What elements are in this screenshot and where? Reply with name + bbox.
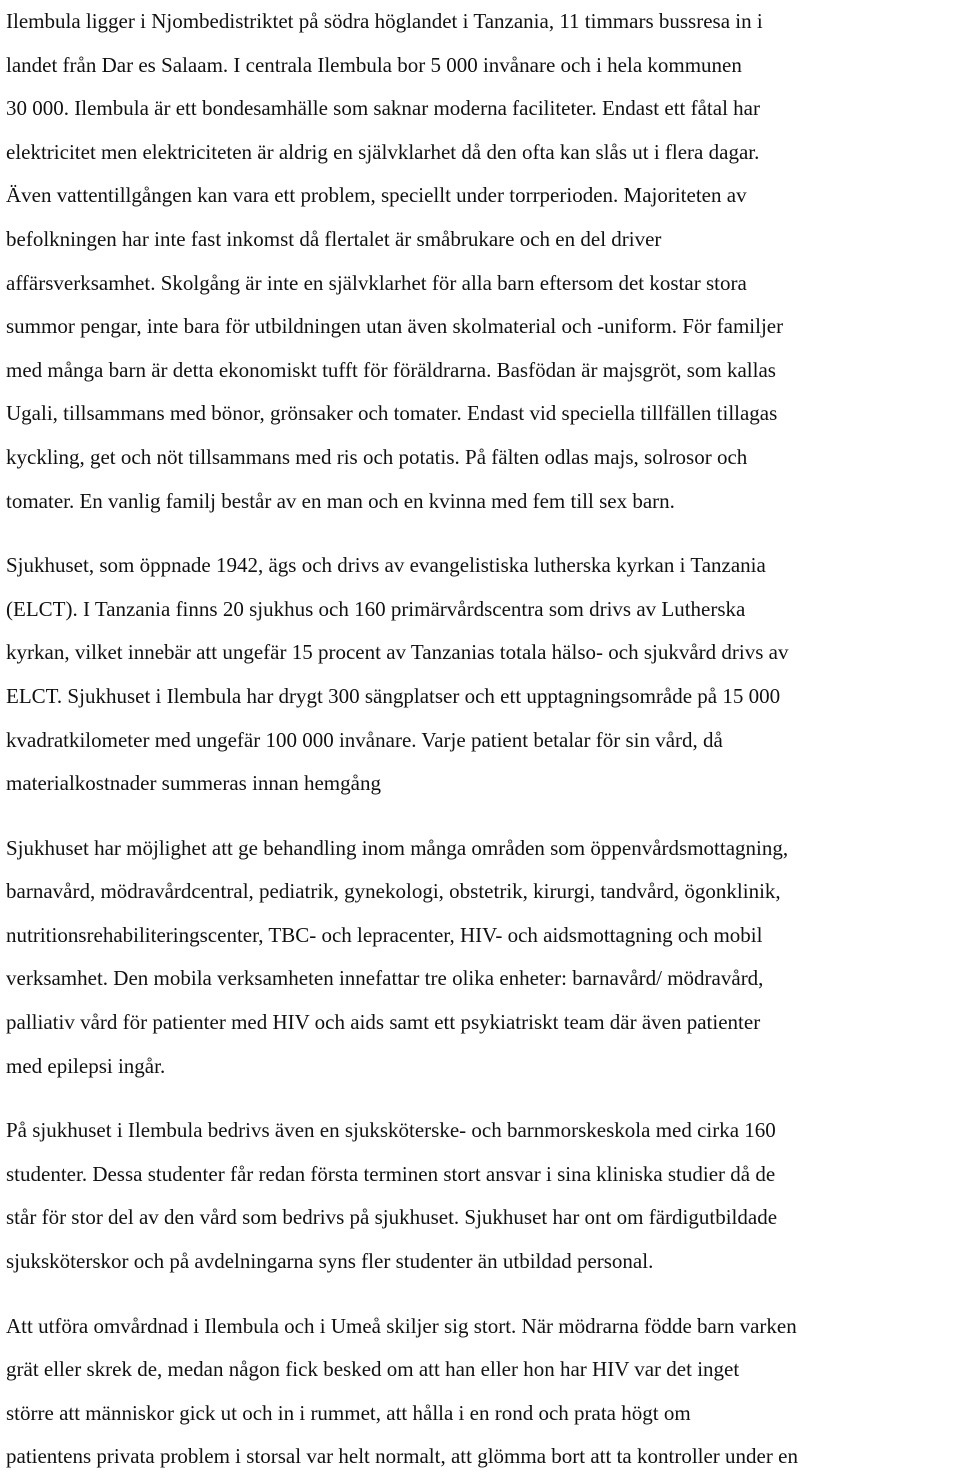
text-line: nutritionsrehabiliteringscenter, TBC- och lepracenter, HIV- och aidsmottagning och mobil bbox=[6, 922, 763, 947]
text-line: står för stor del av den vård som bedrivs på sjukhuset. Sjukhuset har ont om färdigutbildade bbox=[6, 1205, 778, 1230]
text-line: Ilembula ligger i Njombedistriktet på södra höglandet i Tanzania, 11 timmars bussresa in i bbox=[6, 9, 763, 33]
text-line: ELCT. Sjukhuset i Ilembula har drygt 300 sängplatser och ett upptagningsområde på 15 000 bbox=[6, 683, 781, 708]
text-line: grät eller skrek de, medan någon fick besked om att han eller hon har HIV var det inget bbox=[6, 1357, 740, 1382]
text-line: 30 000. Ilembula är ett bondesamhälle som saknar moderna faciliteter. Endast ett fåtal har bbox=[6, 96, 760, 121]
text-line: med många barn är detta ekonomiskt tufft för föräldrarna. Basfödan är majsgröt, som kallas bbox=[6, 357, 776, 382]
paragraph-ilembula-village bbox=[6, 0, 960, 523]
text-line: verksamhet. Den mobila verksamheten innefattar tre olika enheter: barnavård/ mödravård, bbox=[6, 966, 764, 991]
text-line: barnavård, mödravårdcentral, pediatrik, gynekologi, obstetrik, kirurgi, tandvård, ögonklinik, bbox=[6, 879, 781, 904]
text-line: affärsverksamhet. Skolgång är inte en självklarhet för alla barn eftersom det kostar stora bbox=[6, 270, 747, 295]
paragraph-care-comparison bbox=[6, 1305, 960, 1479]
text-line: Även vattentillgången kan vara ett problem, speciellt under torrperioden. Majoriteten av bbox=[6, 183, 747, 208]
text-line: summor pengar, inte bara för utbildningen utan även skolmaterial och -uniform. För familjer bbox=[6, 314, 784, 339]
text-line: Att utföra omvårdnad i Ilembula och i Umeå skiljer sig stort. När mödrarna födde barn varken bbox=[6, 1313, 797, 1338]
text-line: studenter. Dessa studenter får redan första terminen stort ansvar i sina kliniska studier då de bbox=[6, 1161, 776, 1186]
text-line: Sjukhuset har möjlighet att ge behandling inom många områden som öppenvårdsmottagning, bbox=[6, 835, 789, 860]
text-line: (ELCT). I Tanzania finns 20 sjukhus och 160 primärvårdscentra som drivs av Lutherska bbox=[6, 596, 746, 621]
text-line: kyckling, get och nöt tillsammans med ris och potatis. På fälten odlas majs, solrosor och bbox=[6, 444, 748, 469]
text-line: palliativ vård för patienter med HIV och aids samt ett psykiatriskt team där även patienter bbox=[6, 1010, 761, 1035]
text-line: patientens privata problem i storsal var helt normalt, att glömma bort att ta kontroller under en bbox=[6, 1444, 798, 1469]
text-line: sjuksköterskor och på avdelningarna syns fler studenter än utbildad personal. bbox=[6, 1249, 654, 1274]
text-line: tomater. En vanlig familj består av en man och en kvinna med fem till sex barn. bbox=[6, 488, 675, 513]
text-line: elektricitet men elektriciteten är aldrig en självklarhet då den ofta kan slås ut i flera dagar. bbox=[6, 139, 760, 164]
text-line: med epilepsi ingår. bbox=[6, 1053, 166, 1078]
text-line: På sjukhuset i Ilembula bedrivs även en sjuksköterske- och barnmorskeskola med cirka 160 bbox=[6, 1118, 776, 1143]
text-line: Sjukhuset, som öppnade 1942, ägs och drivs av evangelistiska lutherska kyrkan i Tanzania bbox=[6, 553, 766, 578]
document-page bbox=[6, 0, 960, 1479]
paragraph-nursing-school bbox=[6, 1109, 960, 1283]
text-line: materialkostnader summeras innan hemgång bbox=[6, 771, 381, 796]
text-line: kyrkan, vilket innebär att ungefär 15 procent av Tanzanias totala hälso- och sjukvård drivs av bbox=[6, 640, 789, 665]
text-line: Ugali, tillsammans med bönor, grönsaker och tomater. Endast vid speciella tillfällen tillagas bbox=[6, 401, 778, 426]
text-line: större att människor gick ut och in i rummet, att hålla i en rond och prata högt om bbox=[6, 1400, 691, 1425]
paragraph-hospital-services bbox=[6, 827, 960, 1089]
text-line: landet från Dar es Salaam. I centrala Ilembula bor 5 000 invånare och i hela kommunen bbox=[6, 52, 742, 77]
text-line: kvadratkilometer med ungefär 100 000 invånare. Varje patient betalar för sin vård, då bbox=[6, 727, 723, 752]
text-line: befolkningen har inte fast inkomst då flertalet är småbrukare och en del driver bbox=[6, 226, 662, 251]
paragraph-hospital-ownership bbox=[6, 544, 960, 806]
